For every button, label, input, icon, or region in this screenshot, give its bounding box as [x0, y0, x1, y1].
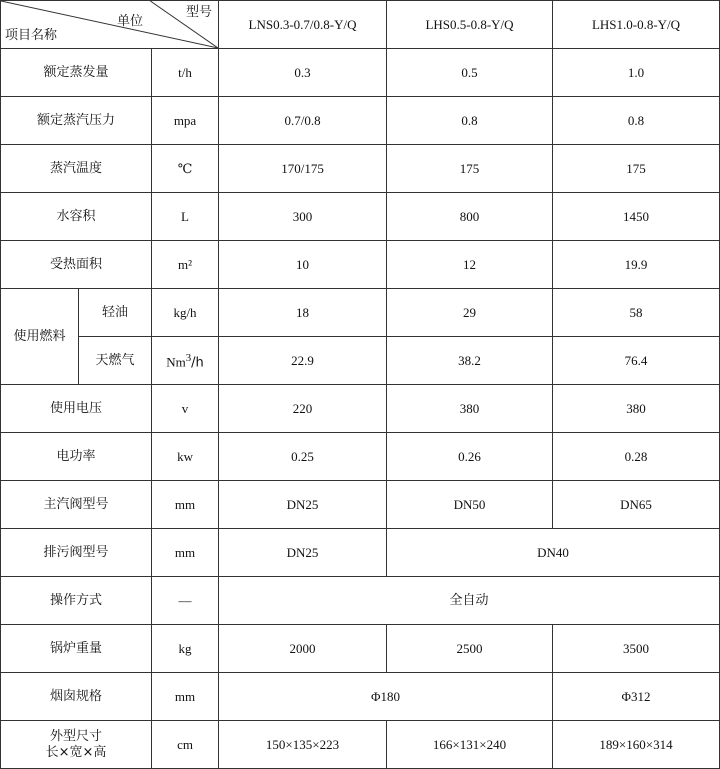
- row-value-merged: DN40: [387, 529, 720, 577]
- row-unit: mm: [152, 673, 219, 721]
- row-value: 175: [387, 145, 553, 193]
- table-row: [1, 145, 720, 193]
- fuel-oil-label: 轻油: [79, 289, 152, 337]
- row-value: Φ312: [553, 673, 720, 721]
- model-c-header: LHS1.0-0.8-Y/Q: [553, 1, 720, 49]
- row-value: 58: [553, 289, 720, 337]
- table-row: [1, 625, 720, 673]
- row-value: 18: [219, 289, 387, 337]
- row-value-merged: Φ180: [219, 673, 553, 721]
- row-value: 0.8: [553, 97, 720, 145]
- row-unit: mm: [152, 529, 219, 577]
- row-value: 29: [387, 289, 553, 337]
- table-row: [1, 529, 720, 577]
- row-label: 操作方式: [1, 577, 152, 625]
- table-row: [1, 577, 720, 625]
- table-row: [1, 49, 720, 97]
- unit-base: Nm: [166, 354, 186, 370]
- row-label: 排污阀型号: [1, 529, 152, 577]
- row-value: 220: [219, 385, 387, 433]
- header-row: [1, 1, 720, 49]
- row-label: 电功率: [1, 433, 152, 481]
- row-label: 主汽阀型号: [1, 481, 152, 529]
- row-label: 使用电压: [1, 385, 152, 433]
- row-value: DN50: [387, 481, 553, 529]
- row-unit: cm: [152, 721, 219, 769]
- row-value: 1.0: [553, 49, 720, 97]
- row-value: 800: [387, 193, 553, 241]
- row-unit: kw: [152, 433, 219, 481]
- row-value: 38.2: [387, 337, 553, 385]
- row-value: 380: [387, 385, 553, 433]
- row-value: 0.8: [387, 97, 553, 145]
- row-value: 175: [553, 145, 720, 193]
- row-value: 380: [553, 385, 720, 433]
- row-value: 1450: [553, 193, 720, 241]
- dimensions-label-line1: 外型尺寸: [49, 728, 102, 744]
- table-row: [1, 721, 720, 769]
- model-header-label: 型号: [186, 5, 213, 20]
- row-value: DN65: [553, 481, 720, 529]
- row-label: 受热面积: [1, 241, 152, 289]
- row-unit: t/h: [152, 49, 219, 97]
- row-value: 0.3: [219, 49, 387, 97]
- table-row: [1, 481, 720, 529]
- table-row: [1, 193, 720, 241]
- dimensions-label-line2: 长×宽×高: [45, 744, 107, 760]
- row-unit: L: [152, 193, 219, 241]
- row-label: 蒸汽温度: [1, 145, 152, 193]
- fuel-group-label: 使用燃料: [1, 289, 79, 385]
- row-unit: m²: [152, 241, 219, 289]
- unit-tail: /h: [191, 355, 204, 371]
- row-label: 锅炉重量: [1, 625, 152, 673]
- model-b-header: LHS0.5-0.8-Y/Q: [387, 1, 553, 49]
- row-value: 10: [219, 241, 387, 289]
- row-value: 2000: [219, 625, 387, 673]
- row-value: 0.7/0.8: [219, 97, 387, 145]
- model-a-header: LNS0.3-0.7/0.8-Y/Q: [219, 1, 387, 49]
- row-value: 189×160×314: [553, 721, 720, 769]
- unit-superscript: 3: [185, 351, 192, 364]
- row-value: 0.25: [219, 433, 387, 481]
- row-value: DN25: [219, 481, 387, 529]
- row-label: 水容积: [1, 193, 152, 241]
- row-value: 3500: [553, 625, 720, 673]
- table-row: [1, 241, 720, 289]
- row-value: DN25: [219, 529, 387, 577]
- row-unit: v: [152, 385, 219, 433]
- row-value: 76.4: [553, 337, 720, 385]
- table-row: [1, 673, 720, 721]
- row-unit: mpa: [152, 97, 219, 145]
- diagonal-header-cell: [1, 1, 219, 49]
- item-header-label: 项目名称: [5, 28, 58, 43]
- row-unit: ℃: [152, 145, 219, 193]
- table-row: [1, 97, 720, 145]
- row-value: 0.28: [553, 433, 720, 481]
- row-unit: mm: [152, 481, 219, 529]
- row-value: 2500: [387, 625, 553, 673]
- row-unit: —: [152, 577, 219, 625]
- row-unit: kg: [152, 625, 219, 673]
- row-value: 19.9: [553, 241, 720, 289]
- unit-header-label: 单位: [117, 14, 144, 29]
- row-value: 300: [219, 193, 387, 241]
- row-value: 150×135×223: [219, 721, 387, 769]
- row-unit: kg/h: [152, 289, 219, 337]
- row-label: [1, 721, 152, 769]
- row-unit: [152, 337, 219, 385]
- row-label: 额定蒸发量: [1, 49, 152, 97]
- row-value: 0.26: [387, 433, 553, 481]
- row-label: 额定蒸汽压力: [1, 97, 152, 145]
- row-value-merged: 全自动: [219, 577, 720, 625]
- table-row: [1, 433, 720, 481]
- row-value: 170/175: [219, 145, 387, 193]
- row-value: 12: [387, 241, 553, 289]
- row-value: 166×131×240: [387, 721, 553, 769]
- table-row: [1, 289, 720, 337]
- fuel-gas-label: 天燃气: [79, 337, 152, 385]
- row-value: 22.9: [219, 337, 387, 385]
- table-row: [1, 385, 720, 433]
- table-row: [1, 337, 720, 385]
- row-value: 0.5: [387, 49, 553, 97]
- row-label: 烟囱规格: [1, 673, 152, 721]
